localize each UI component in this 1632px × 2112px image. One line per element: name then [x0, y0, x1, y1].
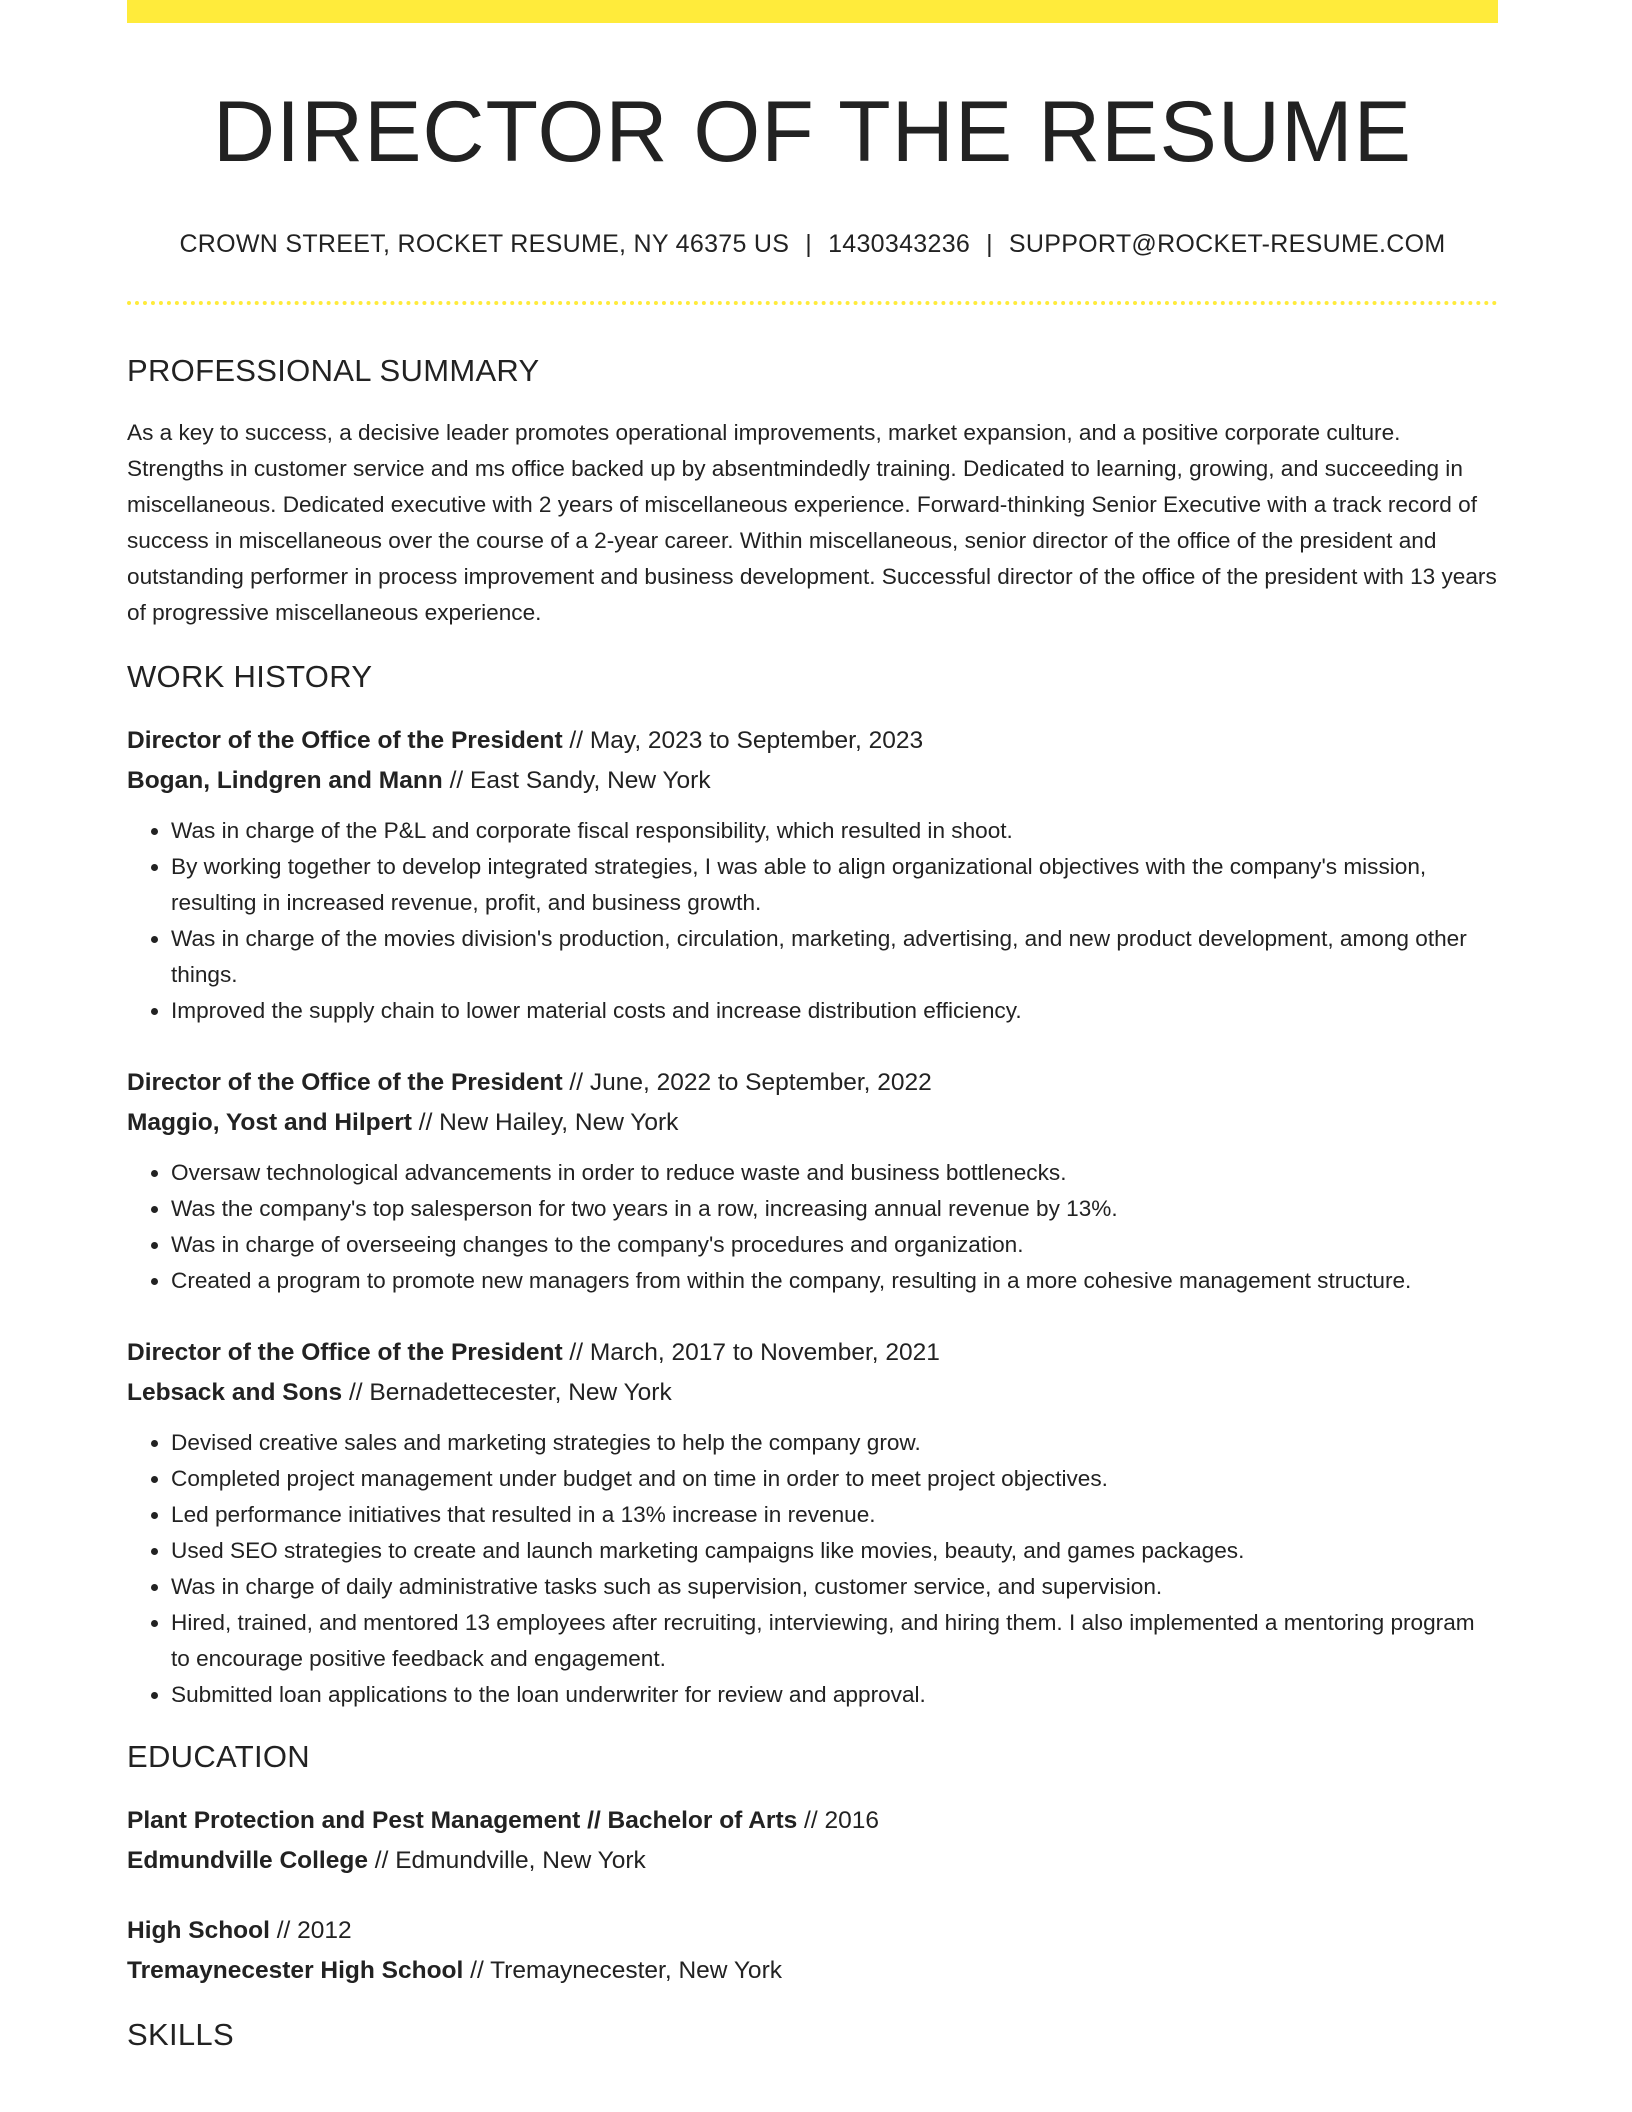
job-bullet: • Was in charge of daily administrative tasks such as supervision, customer service, and supervision. [171, 1569, 1498, 1605]
job-bullet: • Hired, trained, and mentored 13 employees after recruiting, interviewing, and hiring them. I also implemented a mentoring program to encourage positive feedback and engagement. [171, 1605, 1498, 1677]
job-bullet: • By working together to develop integrated strategies, I was able to align organizational objectives with the company's mission, resulting in increased revenue, profit, and business growth. [171, 849, 1498, 921]
job-bullet: • Used SEO strategies to create and launch marketing campaigns like movies, beauty, and games packages. [171, 1533, 1498, 1569]
job-bullet: • Created a program to promote new managers from within the company, resulting in a more cohesive management structure. [171, 1263, 1498, 1299]
education-location: // Tremaynecester, New York [463, 1956, 782, 1984]
skills-heading: SKILLS [127, 2016, 234, 2052]
job-bullet: • Submitted loan applications to the loan underwriter for review and approval. [171, 1677, 1498, 1713]
job-bullet: • Improved the supply chain to lower material costs and increase distribution efficiency. [171, 993, 1498, 1029]
job-company: Lebsack and Sons [127, 1378, 343, 1406]
summary-text: As a key to success, a decisive leader promotes operational improvements, market expansion, and a positive corporate culture. Strengths in customer service and ms office backed up by absentmindedly training. Dedicated to learning, growing, and succeeding in miscellaneous. Dedicated executive with 2 years of miscellaneous experience. Forward-thinking Senior Executive with a track record of success in miscellaneous over the course of a 2-year career. Within miscellaneous, senior director of the office of the president and outstanding performer in process improvement and business development. Successful director of the office of the president with 13 years of progressive miscellaneous experience. [127, 419, 1497, 625]
education-entry [127, 1911, 1498, 1991]
contact-line [127, 230, 1498, 259]
work-history-heading: WORK HISTORY [127, 658, 373, 694]
job-company-line [127, 761, 1498, 801]
dotted-divider [127, 301, 1498, 305]
contact-address: CROWN STREET, ROCKET RESUME, NY 46375 US [179, 229, 790, 258]
education-school: Tremaynecester High School [127, 1956, 464, 1984]
job-entry [127, 721, 1498, 1029]
education-degree-line [127, 1801, 1498, 1841]
education-year: // 2016 [797, 1806, 879, 1834]
job-company-line [127, 1103, 1498, 1143]
job-location: // New Hailey, New York [411, 1108, 679, 1136]
job-bullet: • Devised creative sales and marketing strategies to help the company grow. [171, 1425, 1498, 1461]
education-year: // 2012 [269, 1916, 352, 1944]
education-entry [127, 1801, 1498, 1881]
job-company: Maggio, Yost and Hilpert [127, 1108, 412, 1136]
education-degree-line [127, 1911, 1498, 1951]
education-school-line [127, 1951, 1498, 1991]
job-bullet: • Oversaw technological advancements in order to reduce waste and business bottlenecks. [171, 1155, 1498, 1191]
contact-separator: | [986, 229, 993, 258]
job-location: // East Sandy, New York [442, 766, 711, 794]
contact-phone: 1430343236 [828, 229, 971, 258]
job-bullets [127, 1425, 1498, 1713]
job-company-line [127, 1373, 1498, 1413]
job-title-line [127, 721, 1498, 761]
job-bullets [127, 1155, 1498, 1299]
job-title: Director of the Office of the President [127, 726, 563, 754]
job-dates: // March, 2017 to November, 2021 [562, 1338, 940, 1366]
job-company: Bogan, Lindgren and Mann [127, 766, 443, 794]
education-school-line [127, 1841, 1498, 1881]
job-bullet: • Was in charge of the movies division's production, circulation, marketing, advertising, and new product development, among other things. [171, 921, 1498, 993]
resume-name: DIRECTOR OF THE RESUME [212, 84, 1413, 180]
job-bullets [127, 813, 1498, 1029]
summary-heading: PROFESSIONAL SUMMARY [127, 352, 540, 388]
job-location: // Bernadettecester, New York [342, 1378, 672, 1406]
job-entry [127, 1333, 1498, 1713]
job-bullet: • Led performance initiatives that resulted in a 13% increase in revenue. [171, 1497, 1498, 1533]
job-title: Director of the Office of the President [127, 1338, 563, 1366]
accent-bar [127, 0, 1498, 23]
job-dates: // May, 2023 to September, 2023 [562, 726, 924, 754]
job-title-line [127, 1063, 1498, 1103]
contact-separator: | [805, 229, 813, 258]
job-title: Director of the Office of the President [127, 1068, 563, 1096]
job-entry [127, 1063, 1498, 1299]
job-bullet: • Was the company's top salesperson for two years in a row, increasing annual revenue by 13%. [171, 1191, 1498, 1227]
job-bullet: • Was in charge of the P&L and corporate fiscal responsibility, which resulted in shoot. [171, 813, 1498, 849]
job-bullet: • Completed project management under budget and on time in order to meet project objectives. [171, 1461, 1498, 1497]
job-bullet: • Was in charge of overseeing changes to the company's procedures and organization. [171, 1227, 1498, 1263]
job-dates: // June, 2022 to September, 2022 [562, 1068, 932, 1096]
job-title-line [127, 1333, 1498, 1373]
resume-page [127, 0, 1498, 2053]
education-degree: Plant Protection and Pest Management // Bachelor of Arts [127, 1806, 798, 1834]
education-school: Edmundville College [127, 1846, 368, 1874]
education-degree: High School [127, 1916, 270, 1944]
education-location: // Edmundville, New York [367, 1846, 646, 1874]
contact-email: SUPPORT@ROCKET-RESUME.COM [1008, 229, 1446, 258]
education-heading: EDUCATION [127, 1738, 310, 1774]
